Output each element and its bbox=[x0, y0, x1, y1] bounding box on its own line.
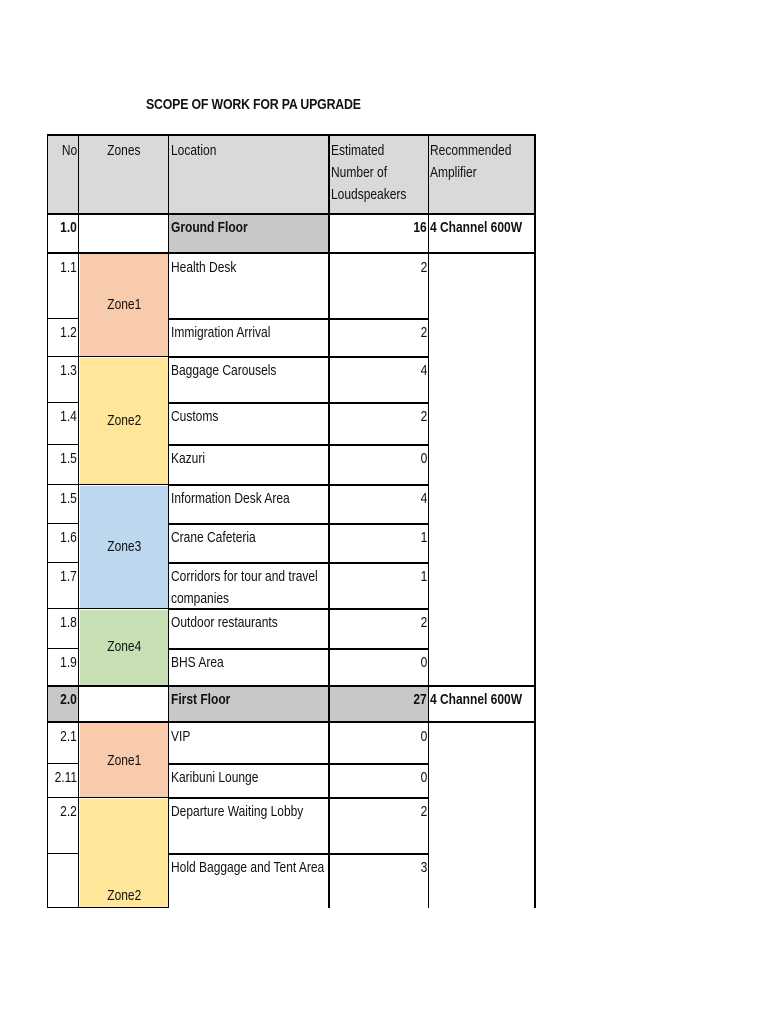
row-speakers: 4 bbox=[420, 362, 427, 379]
row-speakers: 0 bbox=[420, 450, 427, 467]
grid-line bbox=[47, 135, 48, 908]
grid-line bbox=[168, 797, 429, 799]
grid-line bbox=[47, 356, 169, 357]
grid-line bbox=[47, 853, 79, 854]
row-location: Immigration Arrival bbox=[171, 324, 271, 341]
zone-label: Zone1 bbox=[106, 296, 142, 313]
header-no: No bbox=[61, 142, 77, 159]
row-speakers: 2 bbox=[420, 324, 427, 341]
row-location: Hold Baggage and Tent Area bbox=[171, 859, 325, 876]
grid-line bbox=[534, 135, 536, 908]
row-no: 1.9 bbox=[60, 654, 77, 671]
row-no: 1.8 bbox=[60, 614, 77, 631]
row-no: 1.3 bbox=[60, 362, 77, 379]
grid-line bbox=[78, 135, 79, 908]
row-location: Crane Cafeteria bbox=[171, 529, 256, 546]
grid-line bbox=[47, 562, 79, 563]
section-no: 2.0 bbox=[60, 691, 77, 708]
row-location: Departure Waiting Lobby bbox=[171, 803, 304, 820]
grid-line bbox=[428, 135, 429, 908]
row-location: Baggage Carousels bbox=[171, 362, 277, 379]
row-speakers: 0 bbox=[420, 769, 427, 786]
row-no: 1.2 bbox=[60, 324, 77, 341]
document-title: SCOPE OF WORK FOR PA UPGRADE bbox=[146, 96, 361, 113]
row-no: 2.2 bbox=[60, 803, 77, 820]
row-location: Outdoor restaurants bbox=[171, 614, 278, 631]
grid-line bbox=[168, 484, 429, 486]
grid-line bbox=[168, 608, 429, 610]
zone-label: Zone1 bbox=[106, 752, 142, 769]
grid-line bbox=[168, 523, 429, 525]
grid-line bbox=[168, 356, 429, 358]
row-no: 1.1 bbox=[60, 259, 77, 276]
grid-line bbox=[47, 134, 536, 136]
grid-line bbox=[328, 135, 330, 908]
grid-line bbox=[47, 523, 79, 524]
grid-line bbox=[168, 135, 169, 908]
row-speakers: 1 bbox=[420, 568, 427, 585]
section-location: First Floor bbox=[171, 691, 231, 708]
grid-line bbox=[168, 318, 429, 320]
grid-line bbox=[168, 763, 429, 765]
grid-line bbox=[47, 213, 536, 215]
row-location: Information Desk Area bbox=[171, 490, 290, 507]
row-speakers: 1 bbox=[420, 529, 427, 546]
row-no: 2.1 bbox=[60, 728, 77, 745]
grid-line bbox=[47, 648, 79, 649]
grid-line bbox=[47, 318, 79, 319]
grid-line bbox=[168, 562, 429, 564]
grid-line bbox=[47, 907, 169, 908]
section-speakers: 27 bbox=[413, 691, 427, 708]
section-speakers: 16 bbox=[413, 219, 427, 236]
row-location: BHS Area bbox=[171, 654, 224, 671]
grid-line bbox=[47, 797, 169, 798]
grid-line bbox=[47, 608, 169, 609]
grid-line bbox=[47, 444, 79, 445]
grid-line bbox=[168, 648, 429, 650]
row-location: Corridors for tour and travel companies bbox=[171, 568, 318, 607]
row-location: VIP bbox=[171, 728, 191, 745]
zone-label: Zone2 bbox=[106, 412, 142, 429]
row-speakers: 2 bbox=[420, 803, 427, 820]
section-location: Ground Floor bbox=[171, 219, 248, 236]
row-speakers: 2 bbox=[420, 614, 427, 631]
grid-line bbox=[47, 484, 169, 485]
row-no: 1.7 bbox=[60, 568, 77, 585]
row-no: 1.5 bbox=[60, 490, 77, 507]
grid-line bbox=[47, 252, 536, 254]
row-no: 1.6 bbox=[60, 529, 77, 546]
row-speakers: 2 bbox=[420, 408, 427, 425]
zone-label: Zone2 bbox=[106, 887, 142, 904]
row-speakers: 2 bbox=[420, 259, 427, 276]
header-speakers: Estimated Number of Loudspeakers bbox=[331, 142, 407, 203]
row-no: 1.5 bbox=[60, 450, 77, 467]
grid-line bbox=[47, 685, 536, 687]
row-location: Karibuni Lounge bbox=[171, 769, 259, 786]
grid-line bbox=[168, 402, 429, 404]
header-location: Location bbox=[171, 142, 217, 159]
section-no: 1.0 bbox=[60, 219, 77, 236]
section-amplifier: 4 Channel 600W bbox=[430, 219, 523, 236]
grid-line bbox=[47, 402, 79, 403]
grid-line bbox=[47, 763, 79, 764]
grid-line bbox=[168, 853, 429, 855]
zone-label: Zone3 bbox=[106, 538, 142, 555]
grid-line bbox=[47, 721, 536, 723]
row-speakers: 4 bbox=[420, 490, 427, 507]
row-no bbox=[48, 857, 77, 875]
section-amplifier: 4 Channel 600W bbox=[430, 691, 523, 708]
header-amplifier: Recommended Amplifier bbox=[430, 142, 512, 181]
row-speakers: 3 bbox=[420, 859, 427, 876]
row-location: Customs bbox=[171, 408, 219, 425]
row-location: Kazuri bbox=[171, 450, 206, 467]
row-no: 2.11 bbox=[54, 769, 77, 786]
zone-label: Zone4 bbox=[106, 638, 142, 655]
row-location: Health Desk bbox=[171, 259, 237, 276]
grid-line bbox=[168, 444, 429, 446]
header-zones: Zones bbox=[107, 142, 141, 159]
row-speakers: 0 bbox=[420, 728, 427, 745]
row-no: 1.4 bbox=[60, 408, 77, 425]
row-speakers: 0 bbox=[420, 654, 427, 671]
